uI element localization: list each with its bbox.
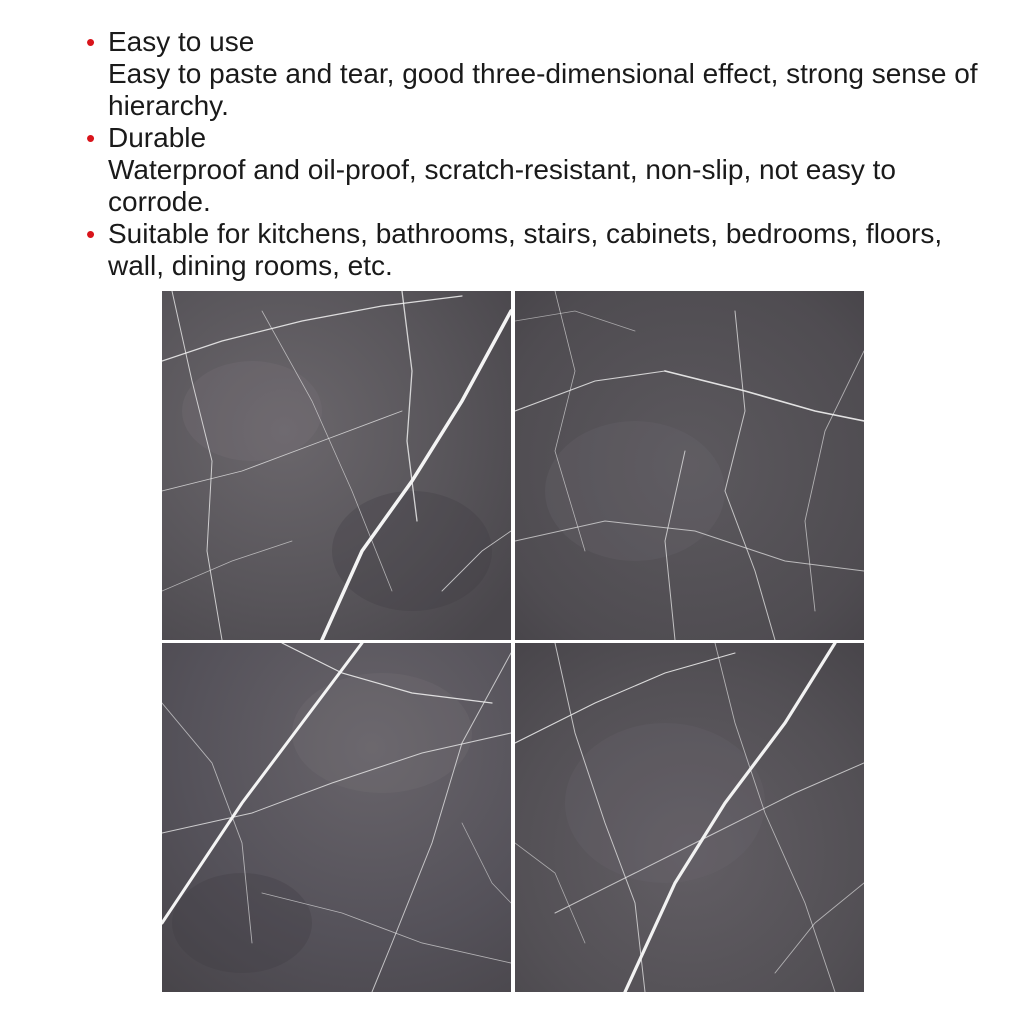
feature-list [86, 26, 986, 282]
marble-tile [162, 291, 511, 640]
bullet-icon: • [86, 27, 96, 57]
marble-tile-grid [162, 291, 864, 993]
feature-item-easy-to-use [86, 26, 986, 122]
feature-description: Easy to paste and tear, good three-dimensional effect, strong sense of hierarchy. [108, 58, 978, 121]
marble-pattern-icon [162, 643, 511, 992]
bullet-icon: • [86, 123, 96, 153]
marble-pattern-icon [515, 643, 864, 992]
feature-item-durable [86, 122, 986, 218]
feature-title: Easy to use [108, 26, 255, 57]
marble-pattern-icon [162, 291, 511, 640]
feature-title: Suitable for kitchens, bathrooms, stairs, cabinets, bedrooms, floors, wall, dining rooms, etc. [108, 218, 943, 281]
marble-tile [515, 291, 864, 640]
feature-item-suitable-for [86, 218, 986, 282]
marble-tile [162, 643, 511, 992]
feature-description: Waterproof and oil-proof, scratch-resistant, non-slip, not easy to corrode. [108, 154, 896, 217]
bullet-icon: • [86, 219, 96, 249]
marble-tile [515, 643, 864, 992]
feature-title: Durable [108, 122, 207, 153]
marble-pattern-icon [515, 291, 864, 640]
